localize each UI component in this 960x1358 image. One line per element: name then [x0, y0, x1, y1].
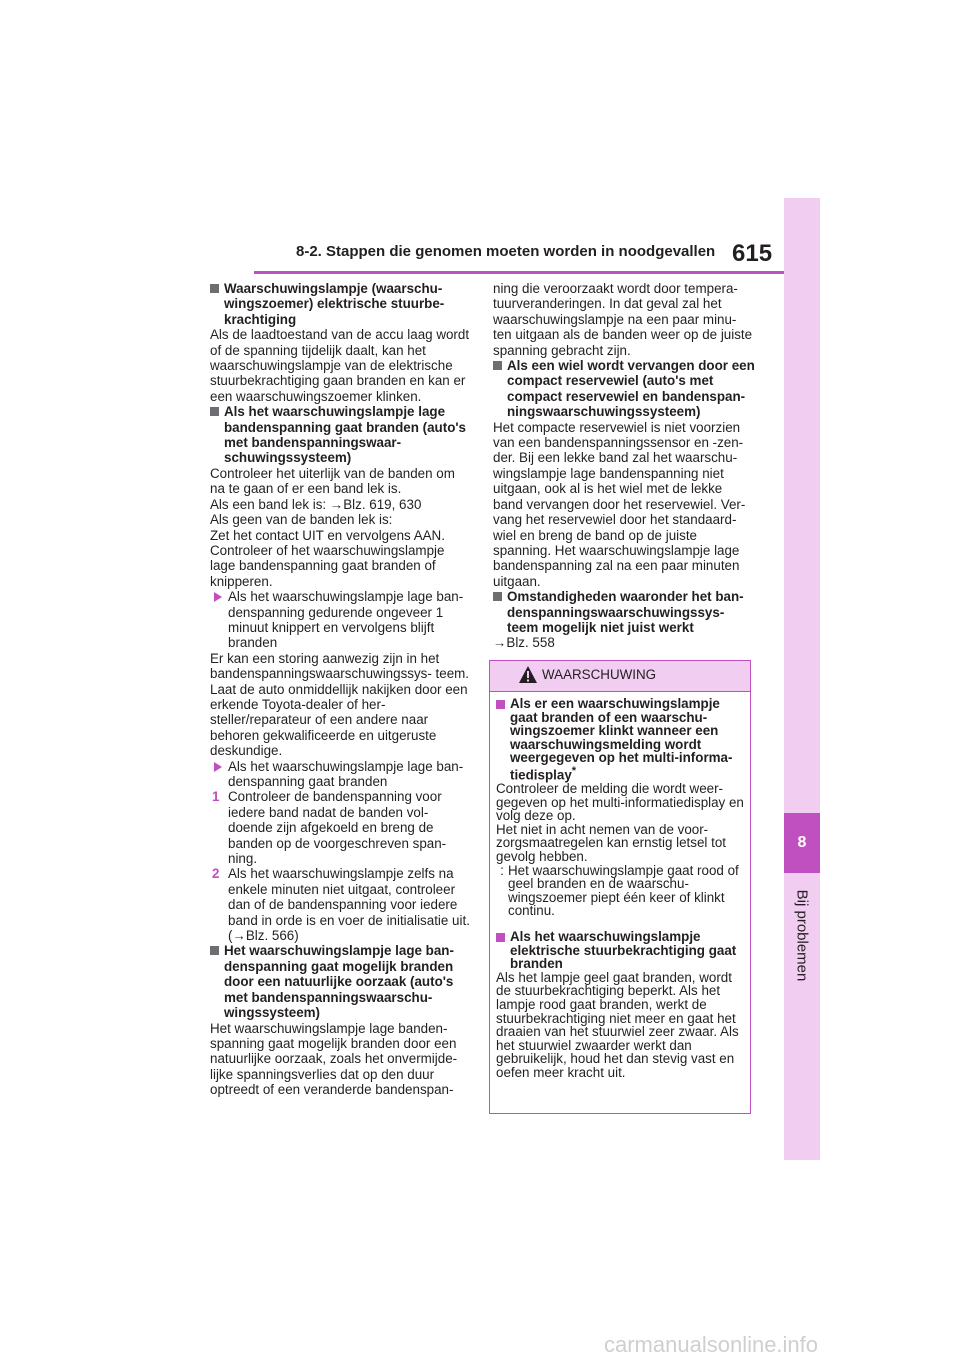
paragraph: Er kan een storing aanwezig zijn in het bandenspanningswaarschuwingssys- teem. Laat de auto onmiddellijk nakijken door een erkende Toyota-dealer of her- steller/reparateur of een andere naar behoren gekwalificeerde en uitgeruste deskundige.: [210, 650, 470, 759]
square-bullet-icon: [210, 407, 219, 416]
section-title: 8-2. Stappen die genomen moeten worden in noodgevallen: [296, 243, 716, 260]
heading-power-steering: Waarschuwingslampje (waarschu- wingszoemer) elektrische stuurbe- krachtiging: [210, 281, 472, 327]
step-2: 2 Als het waarschuwingslampje zelfs na enkele minuten niet uitgaat, controleer dan of de bandenspanning voor iedere band in orde is en voer de initialisatie uit. (→Blz. 566): [212, 866, 470, 944]
heading-tire-pressure-light: Als het waarschuwingslampje lage bandenspanning gaat branden (auto's met bandenspanningswaar- schuwingssysteem): [210, 404, 472, 466]
paragraph: Controleer de melding die wordt weer- gegeven op het multi-informatiedisplay en volg deze op.: [496, 781, 744, 824]
heading-natural-cause: Het waarschuwingslampje lage ban- denspanning gaat mogelijk branden door een natuurlijke oorzaak (auto's met bandenspanningswaarschu- wingssysteem): [210, 943, 472, 1020]
warning-triangle-icon: [518, 665, 538, 689]
chapter-number-tab: 8: [784, 813, 820, 873]
paragraph: Als geen van de banden lek is:: [210, 512, 393, 528]
left-column: [210, 281, 472, 1098]
chapter-tab-band: [784, 198, 820, 1160]
warning-box: [489, 660, 751, 1114]
paragraph: Het waarschuwingslampje lage banden- spanning gaat mogelijk branden door een natuurlijke oorzaak, zoals het onvermijde- lijke spanningsverlies dat op den duur optreedt of een veranderde bandenspan-: [210, 1020, 458, 1098]
paragraph: Als het lampje geel gaat branden, wordt de stuurbekrachtiging beperkt. Als het lampje rood gaat branden, werkt de stuurbekrachtiging niet meer en gaat het draaien van het stuurwiel zeer zwaar. Als het stuurwiel zwaarder werkt dan gebruikelijk, houd het dan stevig vast en oefen meer kracht uit.: [496, 969, 739, 1080]
right-column: [493, 281, 755, 651]
square-bullet-icon: [210, 946, 219, 955]
step-1: 1 Controleer de bandenspanning voor iedere band nadat de banden vol- doende zijn afgekoeld en breng de banden op de voorgeschreven span- ning.: [212, 789, 447, 867]
warning-heading-message: Als er een waarschuwingslampje gaat branden of een waarschu- wingszoemer klinkt wanneer een waarschuwingsmelding wordt weergegeven op het multi-informa- tiedisplay*: [496, 697, 744, 782]
heading-conditions: Omstandigheden waaronder het ban- denspanningswaarschuwingssys- teem mogelijk niet juist werkt: [493, 589, 755, 635]
square-bullet-icon: [493, 361, 502, 370]
sub-heading-on: Als het waarschuwingslampje lage ban- denspanning gaat branden: [210, 759, 472, 790]
page-number: 615: [732, 240, 773, 267]
paragraph: Controleer het uiterlijk van de banden om na te gaan of er een band lek is.: [210, 465, 455, 497]
step-number: 2: [212, 866, 220, 882]
triangle-bullet-icon: [214, 762, 222, 772]
paragraph: Als de laadtoestand van de accu laag wordt of de spanning tijdelijk daalt, kan het waarschuwingslampje van de elektrische stuurbekrachtiging gaan branden en kan er een waarschuwingszoemer klinken.: [210, 327, 470, 404]
paragraph: Zet het contact UIT en vervolgens AAN. Controleer of het waarschuwingslampje lage bandenspanning gaat branden of knipperen.: [210, 527, 445, 589]
heading-compact-spare: Als een wiel wordt vervangen door een compact reservewiel (auto's met compact reservewiel en bandenspan- ningswaarschuwingssysteem): [493, 358, 755, 420]
watermark: carmanualsonline.info: [604, 1332, 819, 1357]
step-number: 1: [212, 789, 220, 805]
triangle-bullet-icon: [214, 592, 222, 602]
chapter-label: [784, 880, 820, 990]
warning-title: WAARSCHUWING: [542, 667, 657, 682]
square-bullet-icon: [493, 592, 502, 601]
paragraph: ning die veroorzaakt wordt door tempera- tuurveranderingen. In dat geval zal het waarschuwingslampje na een paar minu- ten uitgaan als de banden weer op de juiste spanning gebracht zijn.: [493, 281, 753, 358]
paragraph: Het compacte reservewiel is niet voorzien van een bandenspanningssensor en -zen- der. Bij een lekke band zal het waarschu- wingslampje lage bandenspanning niet uitgaan, ook al is het wiel met de lekke band vervangen door het reservewiel. Ver- vang het reservewiel door het standaard- wiel en breng de band op de juiste spanning. Het waarschuwingslampje lage bandenspanning zal na een paar minuten uitgaan.: [493, 419, 746, 589]
header-divider: [254, 271, 784, 274]
square-bullet-icon: [210, 284, 219, 293]
sub-heading-blinking: Als het waarschuwingslampje lage ban- denspanning gedurende ongeveer 1 minuut knippert en vervolgens blijft branden: [210, 589, 472, 651]
warning-heading-steering: Als het waarschuwingslampje elektrische stuurbekrachtiging gaat branden: [496, 930, 744, 971]
warning-body: [490, 692, 750, 1080]
footnote-mark: *: [571, 764, 577, 777]
note-item: : Het waarschuwingslampje gaat rood of geel branden en de waarschu- wingszoemer piept één keer of klinkt continu.: [496, 864, 744, 918]
square-bullet-icon: [496, 933, 505, 942]
page-reference[interactable]: Als een band lek is: →Blz. 619, 630: [210, 496, 422, 512]
paragraph: Het niet in acht nemen van de voor- zorgsmaatregelen kan ernstig letsel tot gevolg hebben.: [496, 821, 726, 864]
square-bullet-icon: [496, 700, 505, 709]
chapter-label-text: Bij problemen: [793, 889, 811, 981]
warning-header: [490, 661, 750, 692]
note-mark: :: [500, 862, 504, 878]
page-reference[interactable]: →Blz. 558: [493, 635, 555, 651]
